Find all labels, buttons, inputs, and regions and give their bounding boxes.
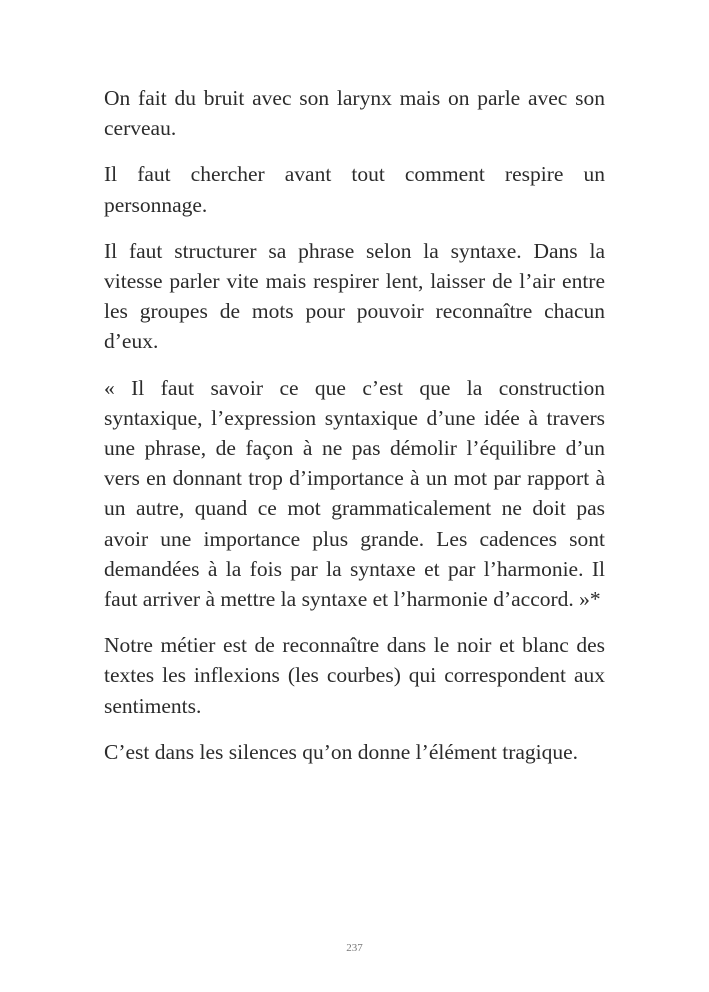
paragraph-larynx: On fait du bruit avec son larynx mais on parle avec son cerveau. [104, 86, 605, 141]
page-number: 237 [346, 942, 363, 954]
paragraph-respiration: Il faut chercher avant tout comment respire un personnage. [104, 162, 605, 217]
page-body [104, 83, 605, 783]
paragraph-inflexions: Notre métier est de reconnaître dans le noir et blanc des textes les inflexions (les courbes) qui correspondent aux sentiments. [104, 633, 605, 718]
paragraph-syntax-structure: Il faut structurer sa phrase selon la syntaxe. Dans la vitesse parler vite mais respirer lent, laisser de l’air entre les groupes de mots pour pouvoir reconnaître chacun d’eux. [104, 238, 605, 354]
paragraph-quote-construction: « Il faut savoir ce que c’est que la construction syntaxique, l’expression syntaxique d’une idée à travers une phrase, de façon à ne pas démolir l’équilibre d’un vers en donnant trop d’importance à un mot par rapport à un autre, quand ce mot grammaticalement ne doit pas avoir une importance plus grande. Les cadences sont demandées à la fois par la syntaxe et par l’harmonie. Il faut arriver à mettre la syntaxe et l’harmonie d’accord. »* [104, 375, 605, 612]
paragraph-silences: C’est dans les silences qu’on donne l’élément tragique. [104, 739, 579, 764]
